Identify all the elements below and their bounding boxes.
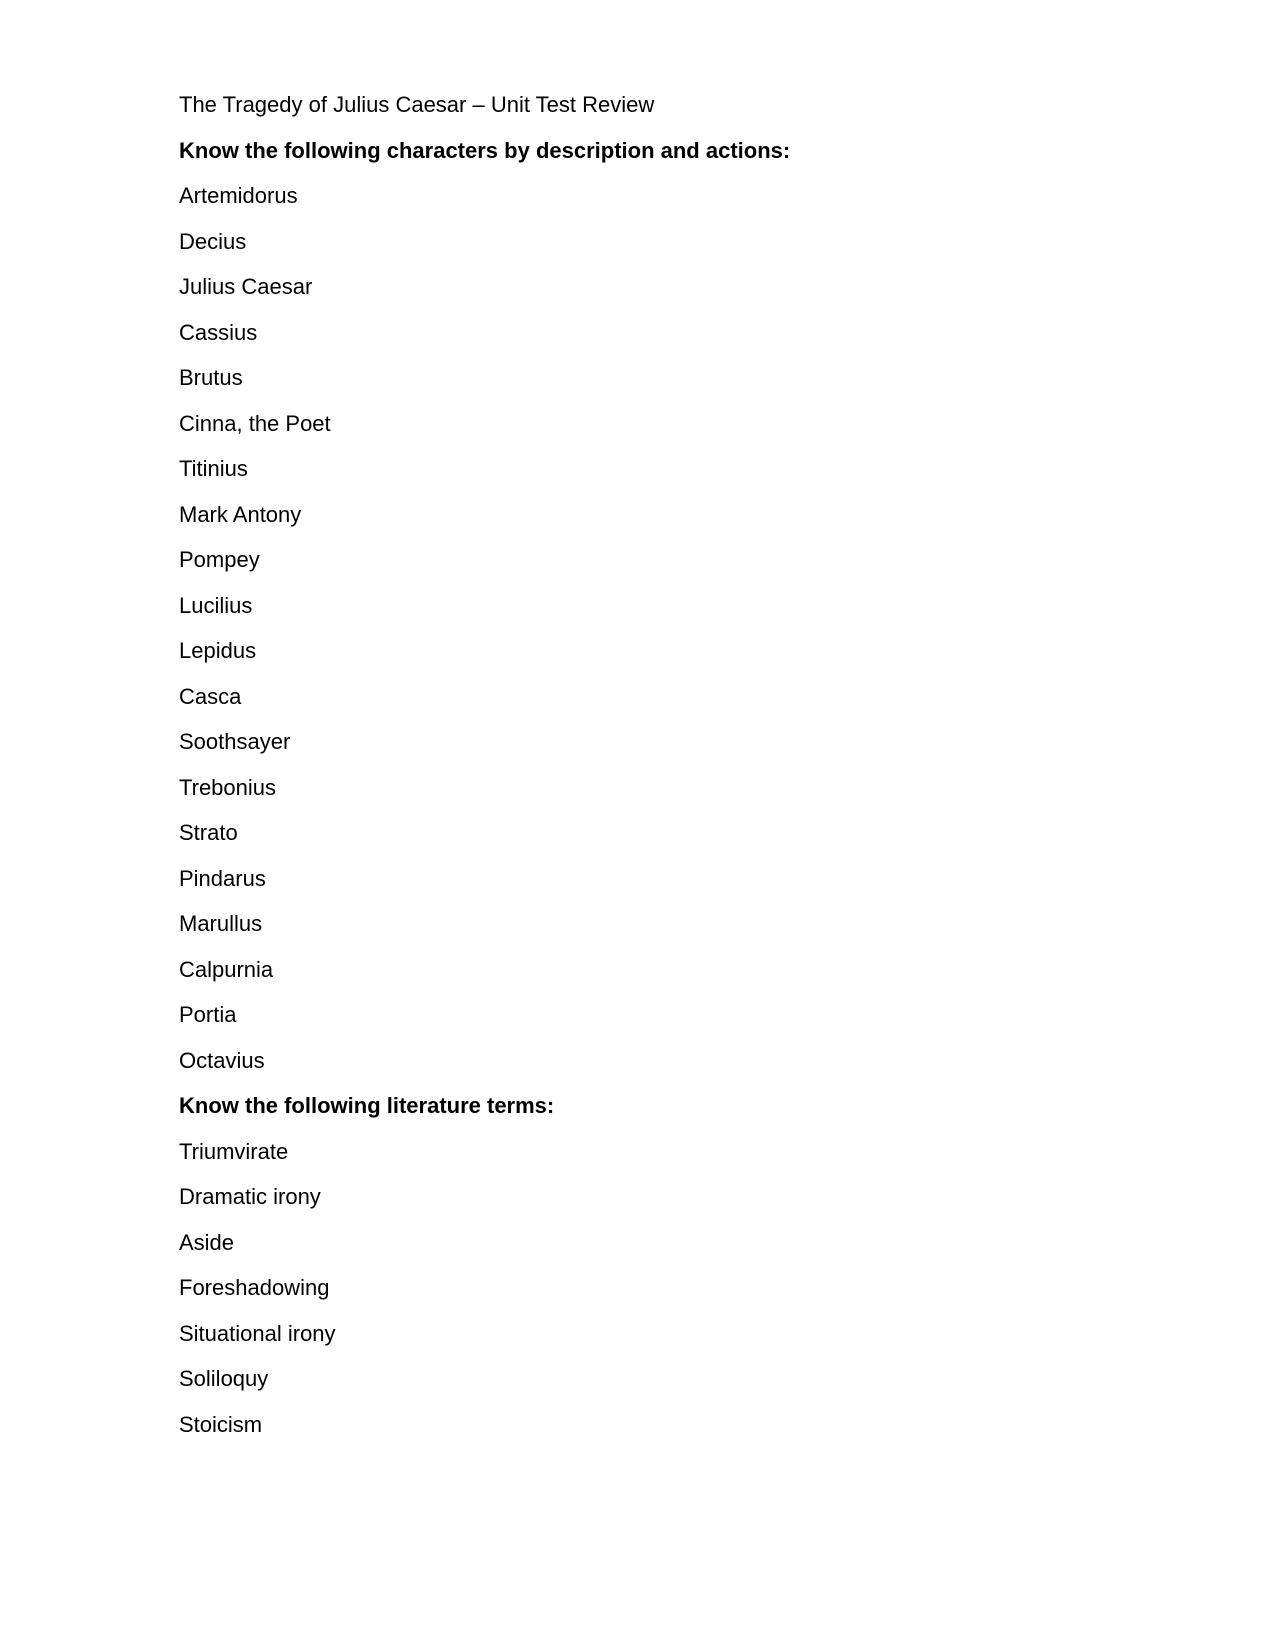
term-item: Triumvirate [179, 1138, 289, 1164]
character-item: Marullus [179, 911, 263, 936]
character-item: Cassius [179, 319, 258, 345]
character-item: Calpurnia [179, 956, 274, 982]
character-item: Lucilius [179, 592, 253, 618]
character-item: Pompey [179, 547, 260, 572]
terms-list [179, 1129, 790, 1448]
document-title: The Tragedy of Julius Caesar – Unit Test Review [179, 92, 655, 117]
term-item: Aside [179, 1229, 235, 1255]
term-item: Foreshadowing [179, 1275, 330, 1300]
term-item: Soliloquy [179, 1366, 269, 1391]
characters-heading: Know the following characters by description and actions: [179, 137, 791, 163]
character-item: Cinna, the Poet [179, 410, 331, 436]
character-item: Octavius [179, 1047, 265, 1073]
term-item: Situational irony [179, 1320, 336, 1346]
character-item: Casca [179, 683, 242, 709]
character-item: Portia [179, 1002, 237, 1027]
character-item: Soothsayer [179, 729, 291, 754]
character-item: Pindarus [179, 865, 266, 891]
character-item: Brutus [179, 365, 243, 390]
character-item: Trebonius [179, 774, 277, 800]
character-item: Titinius [179, 456, 248, 481]
terms-heading: Know the following literature terms: [179, 1093, 555, 1118]
character-item: Decius [179, 228, 247, 254]
character-item: Julius Caesar [179, 274, 313, 299]
document-body [179, 82, 790, 1447]
term-item: Dramatic irony [179, 1184, 321, 1209]
characters-list [179, 173, 790, 1083]
term-item: Stoicism [179, 1411, 263, 1437]
character-item: Lepidus [179, 638, 257, 663]
character-item: Mark Antony [179, 501, 302, 527]
character-item: Strato [179, 820, 238, 845]
character-item: Artemidorus [179, 183, 298, 208]
